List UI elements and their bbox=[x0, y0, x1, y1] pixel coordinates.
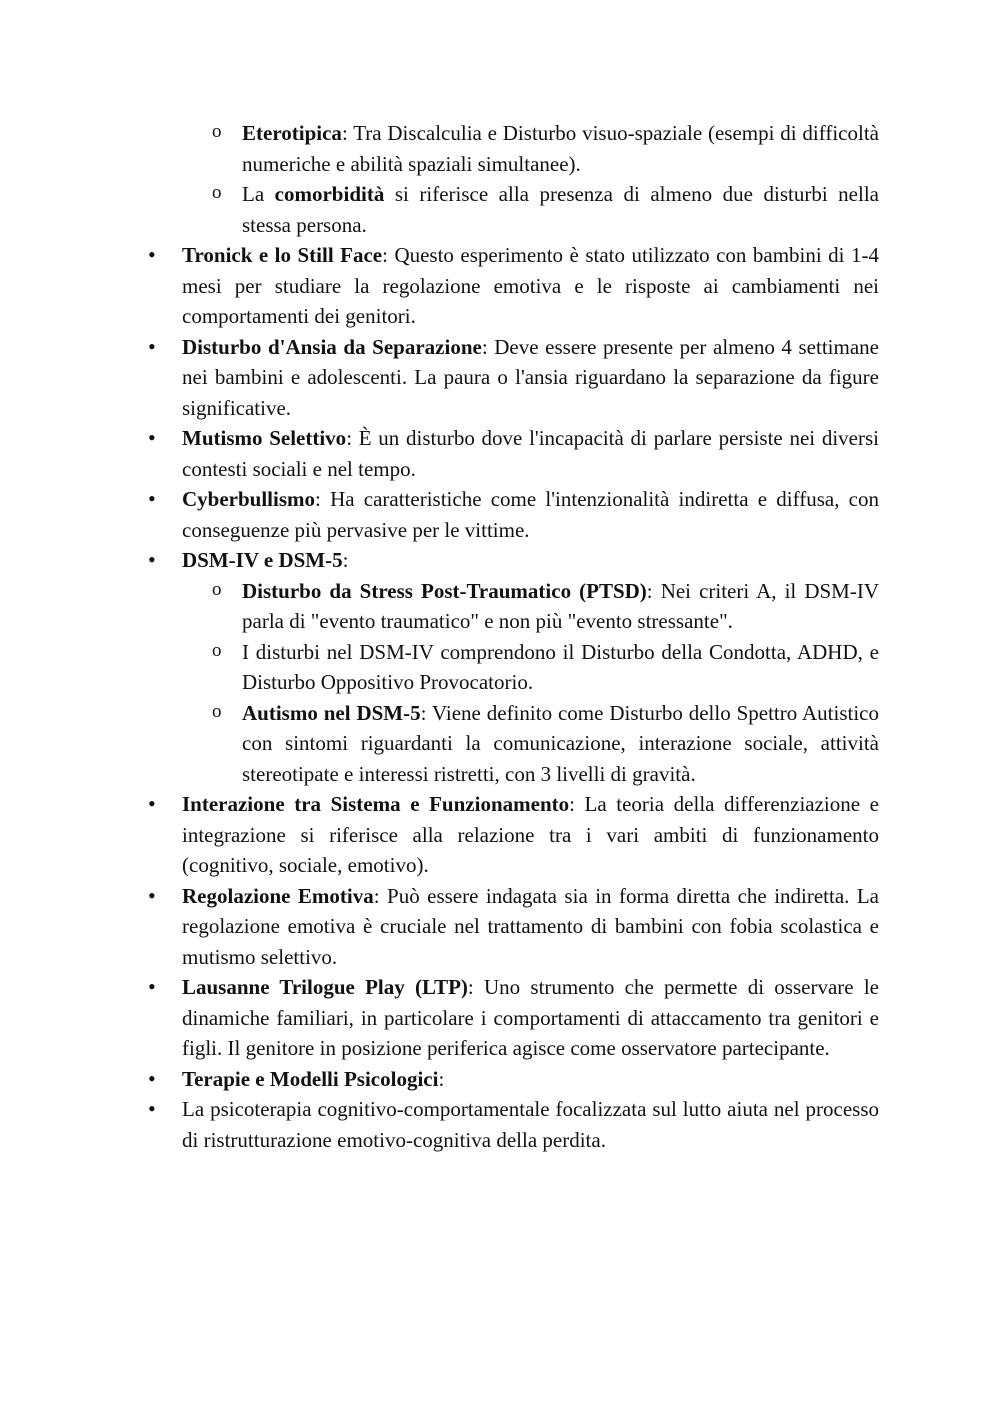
item-term: Disturbo d'Ansia da Separazione bbox=[182, 334, 482, 359]
sub-bullet-marker: o bbox=[212, 121, 222, 142]
list-item bbox=[148, 1064, 879, 1095]
item-term: Autismo nel DSM-5 bbox=[242, 700, 421, 725]
list-item bbox=[148, 332, 879, 424]
list-item bbox=[148, 1094, 879, 1155]
document-page bbox=[0, 118, 1000, 1155]
item-term: comorbidità bbox=[274, 182, 385, 206]
list-item bbox=[148, 545, 879, 576]
bullet-marker: • bbox=[148, 425, 156, 450]
list-item bbox=[212, 118, 879, 179]
sub-bullet-marker: o bbox=[212, 700, 222, 722]
item-text: : Ha caratteristiche come l'intenzionalità indiretta e diffusa, con conseguenze più pervasive per le vittime. bbox=[182, 487, 879, 542]
item-text: : Può essere indagata sia in forma diretta che indiretta. La regolazione emotiva è cruciale nel trattamento di bambini con fobia scolastica e mutismo selettivo. bbox=[182, 883, 879, 969]
item-term: Disturbo da Stress Post-Traumatico (PTSD) bbox=[242, 578, 647, 603]
sub-bullet-marker: o bbox=[212, 639, 222, 661]
sub-bullet-marker: o bbox=[212, 182, 222, 203]
list-item bbox=[212, 637, 879, 698]
list-item bbox=[148, 881, 879, 973]
list-item bbox=[148, 484, 879, 545]
list-item bbox=[212, 576, 879, 637]
list-item bbox=[212, 179, 879, 240]
bullet-marker: • bbox=[148, 486, 156, 511]
item-term: Eterotipica bbox=[242, 121, 342, 145]
item-text: : Questo esperimento è stato utilizzato con bambini di 1-4 mesi per studiare la regolazione emotiva e le risposte ai cambiamenti nei comportamenti dei genitori. bbox=[182, 243, 879, 328]
list-item bbox=[148, 423, 879, 484]
item-term: Terapie e Modelli Psicologici bbox=[182, 1066, 439, 1091]
item-text: : Viene definito come Disturbo dello Spettro Autistico con sintomi riguardanti la comunicazione, interazione sociale, attività stereotipate e interessi ristretti, con 3 livelli di gravità. bbox=[242, 700, 879, 786]
bullet-marker: • bbox=[148, 333, 156, 359]
item-text: : Nei criteri A, il DSM-IV parla di "evento traumatico" e non più "evento stressante". bbox=[242, 578, 879, 633]
bullet-marker: • bbox=[148, 547, 156, 572]
item-text: : Uno strumento che permette di osservare le dinamiche familiari, in particolare i comportamenti di attaccamento tra genitori e figli. Il genitore in posizione periferica agisce come osservatore partecipante. bbox=[182, 975, 879, 1060]
bullet-marker: • bbox=[148, 1065, 156, 1091]
item-text: si riferisce alla presenza di almeno due disturbi nella stessa persona. bbox=[242, 182, 879, 237]
list-item bbox=[148, 240, 879, 332]
bullet-marker: • bbox=[148, 242, 156, 267]
list-item bbox=[212, 698, 879, 790]
list-item bbox=[148, 789, 879, 881]
bullet-marker: • bbox=[148, 791, 156, 816]
sub-bullet-marker: o bbox=[212, 578, 222, 600]
item-term: Mutismo Selettivo bbox=[182, 426, 347, 450]
bullet-marker: • bbox=[148, 1096, 156, 1121]
item-term: DSM-IV e DSM-5 bbox=[182, 548, 343, 572]
item-term: Regolazione Emotiva bbox=[182, 883, 374, 908]
item-text: : La teoria della differenziazione e integrazione si riferisce alla relazione tra i vari ambiti di funzionamento (cognitivo, sociale, emotivo). bbox=[182, 792, 879, 877]
item-lead: La bbox=[242, 182, 275, 206]
list-item bbox=[148, 972, 879, 1064]
item-text: : Deve essere presente per almeno 4 settimane nei bambini e adolescenti. La paura o l'ansia riguardano la separazione da figure significative. bbox=[182, 334, 879, 420]
item-text: : bbox=[438, 1066, 445, 1091]
item-text: : Tra Discalculia e Disturbo visuo-spaziale (esempi di difficoltà numeriche e abilità spaziali simultanee). bbox=[242, 121, 879, 176]
item-term: Interazione tra Sistema e Funzionamento bbox=[182, 792, 570, 816]
item-text: : bbox=[342, 548, 349, 572]
bullet-marker: • bbox=[148, 974, 156, 999]
item-term: Tronick e lo Still Face bbox=[182, 243, 383, 267]
item-lead: I disturbi nel DSM-IV comprendono il Disturbo della Condotta, ADHD, e Disturbo Oppositivo Provocatorio. bbox=[242, 639, 879, 694]
bullet-marker: • bbox=[148, 882, 156, 908]
item-term: Lausanne Trilogue Play (LTP) bbox=[182, 975, 468, 999]
item-lead: La psicoterapia cognitivo-comportamentale focalizzata sul lutto aiuta nel processo di ristrutturazione emotivo-cognitiva della perdita. bbox=[182, 1097, 879, 1152]
item-text: : È un disturbo dove l'incapacità di parlare persiste nei diversi contesti sociali e nel tempo. bbox=[182, 426, 879, 481]
item-term: Cyberbullismo bbox=[182, 487, 316, 511]
